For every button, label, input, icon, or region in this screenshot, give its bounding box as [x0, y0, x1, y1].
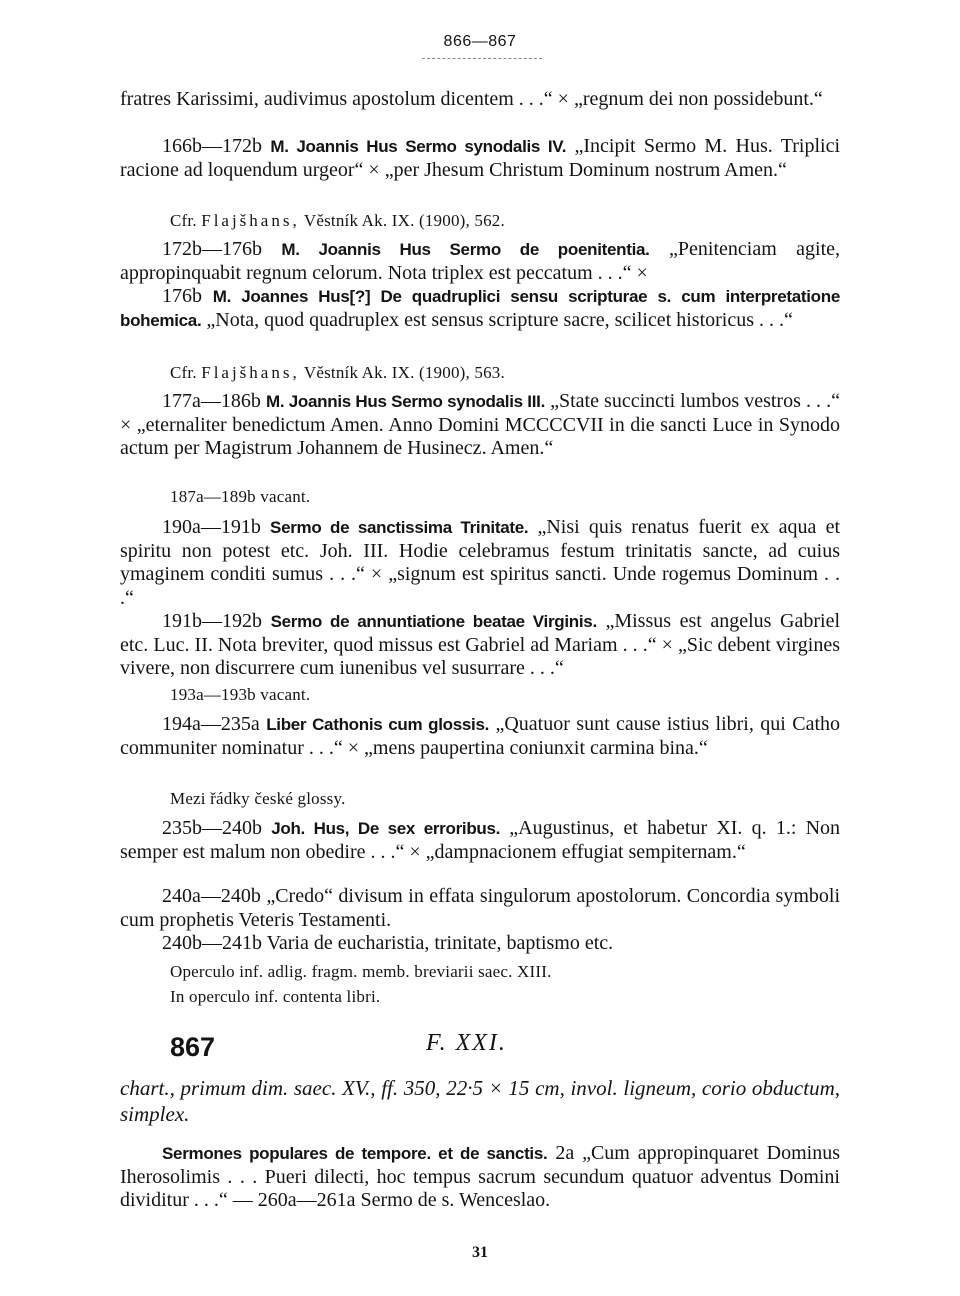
- entry-title: M. Joannis Hus Sermo synodalis IV.: [270, 137, 567, 156]
- entry-text: „State succincti lumbos vestros . . .“ × „eternaliter benedictum Amen. Anno Domini MCCCCVII in die sancti Luce in Synodo actum per Magistrum Johannem de Husinecz. Amen.“: [120, 390, 841, 459]
- entry-title: Liber Cathonis cum glossis.: [266, 715, 490, 734]
- entry-title: M. Joannis Hus Sermo de poenitentia.: [281, 240, 650, 259]
- note-cfr-563: Cfr. Flajšhans, Věstník Ak. IX. (1900), 563.: [170, 363, 505, 382]
- entry-240a: [120, 885, 840, 932]
- entry-text: „Augustinus, et habetur XI. q. 1.: Non semper est malum non obedire . . .“ × „dampnacionem effugiat sempiternam.“: [120, 817, 841, 863]
- entry-text: „Nisi quis renatus fuerit ex aqua et spiritu non potest etc. Joh. III. Hodie celebramus festum trinitatis sancte, ad cuius ymaginem conditi sumus . . .“ × „signum est spiritus sancti. Unde rogemus Dominum . . .“: [120, 516, 841, 609]
- note-vacant-193: 193a—193b vacant.: [170, 685, 311, 704]
- shelfmark: F. XXI.: [426, 1030, 507, 1056]
- entry-176b: [120, 285, 840, 332]
- folio-range: 190a—191b: [162, 516, 261, 538]
- entry-title: Sermo de sanctissima Trinitate.: [270, 518, 529, 537]
- entry-text: „Incipit Sermo M. Hus. Triplici racione ad loquendum urgeor“ × „per Jhesum Christum Dominum nostrum Amen.“: [120, 135, 841, 181]
- entry-text: „Quatuor sunt cause istius libri, qui Catho communiter nominatur . . .“ × „mens paupertina coniunxit carmina bina.“: [120, 713, 841, 759]
- note-operculo-1: Operculo inf. adlig. fragm. memb. breviarii saec. XIII.: [170, 962, 552, 981]
- entry-text: „Credo“ divisum in effata singulorum apostolorum. Concordia symboli cum prophetis Veteris Testamenti.: [120, 885, 841, 931]
- entry-text: „Nota, quod quadruplex est sensus scripture sacre, scilicet historicus . . .“: [206, 308, 793, 331]
- folio-range: 194a—235a: [162, 713, 260, 735]
- entry-text: 2a „Cum appropinquaret Dominus Iherosolimis . . . Pueri dilecti, hoc tempus sacrum secundum quatuor adventus Domini dividitur . . .“ — 260a—261a Sermo de s. Wenceslao.: [120, 1142, 840, 1211]
- folio-range: 235b—240b: [162, 817, 262, 839]
- entry-235b: [120, 817, 840, 864]
- entry-190a: [120, 516, 840, 610]
- folio-range: 191b—192b: [162, 610, 262, 632]
- note-glossy: Mezi řádky české glossy.: [170, 789, 346, 808]
- page-header: 866—867: [443, 33, 517, 50]
- entry-number: 867: [170, 1032, 216, 1062]
- folio-range: 176b: [162, 285, 202, 307]
- folio-range: 172b—176b: [162, 238, 262, 260]
- entry-title: M. Joannis Hus Sermo synodalis III.: [265, 392, 545, 411]
- folio-range: 166b—172b: [162, 135, 262, 157]
- entry-title: Sermo de annuntiatione beatae Virginis.: [270, 612, 597, 631]
- entry-240b: [120, 932, 840, 956]
- entry-194a: [120, 713, 840, 760]
- physical-description: chart., primum dim. saec. XV., ff. 350, 22·5 × 15 cm, invol. ligneum, corio obductum, simplex.: [120, 1076, 840, 1126]
- note-operculo-2: In operculo inf. contenta libri.: [170, 987, 381, 1006]
- entry-text: „Missus est angelus Gabriel etc. Luc. II. Nota breviter, quod missus est Gabriel ad Mariam . . .“ × „Sic debent virgines vivere, non discurrere cum iunenibus vel susurrare . . .“: [120, 610, 841, 679]
- entry-title: Joh. Hus, De sex erroribus.: [271, 819, 501, 838]
- entry-text: „Penitenciam agite, appropinquabit regnum celorum. Nota triplex est peccatum . . .“ ×: [120, 238, 841, 284]
- author-name: Flajšhans,: [201, 363, 300, 382]
- folio-range: 177a—186b: [162, 390, 261, 412]
- note-cfr-562: Cfr. Flajšhans, Věstník Ak. IX. (1900), 562.: [170, 211, 505, 230]
- folio-range: 240b—241b: [162, 932, 262, 954]
- entry-text: Varia de eucharistia, trinitate, baptismo etc.: [266, 932, 614, 954]
- entry-title: M. Joannes Hus[?] De quadruplici sensu scripturae s. cum interpretatione bohemica.: [120, 287, 841, 330]
- note-vacant-187: 187a—189b vacant.: [170, 487, 311, 506]
- author-name: Flajšhans,: [201, 211, 300, 230]
- entry-title: Sermones populares de tempore. et de sanctis.: [162, 1144, 548, 1163]
- entry-177a: [120, 390, 840, 461]
- folio-range: 240a—240b: [162, 885, 261, 907]
- entry-191b: [120, 610, 840, 681]
- entry-sermones: [120, 1142, 840, 1213]
- page-number: 31: [472, 1244, 488, 1261]
- entry-172b: [120, 238, 840, 285]
- entry-166b: [120, 135, 840, 182]
- paragraph-continuation: fratres Karissimi, audivimus apostolum dicentem . . .“ × „regnum dei non possidebunt.“: [120, 88, 823, 110]
- header-rule: [422, 58, 542, 59]
